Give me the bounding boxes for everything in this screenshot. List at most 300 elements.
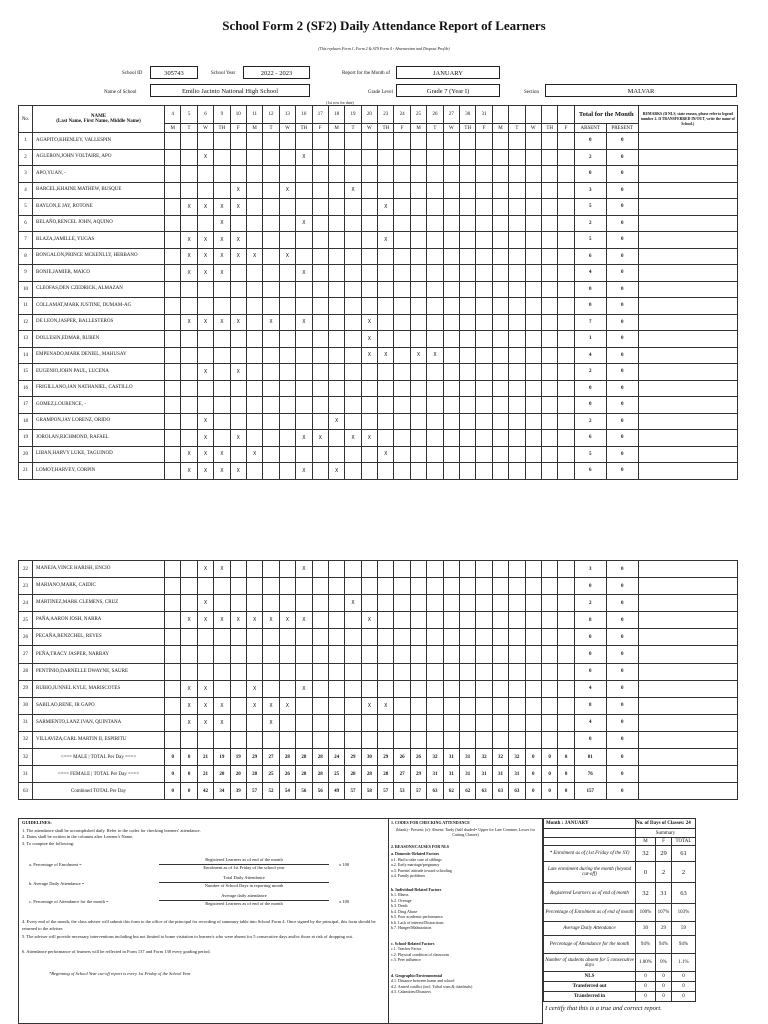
attendance-cell[interactable]	[509, 380, 525, 397]
attendance-cell[interactable]	[197, 166, 213, 183]
absent-mark[interactable]: X	[214, 697, 230, 714]
attendance-cell[interactable]	[492, 697, 508, 714]
attendance-cell[interactable]	[509, 314, 525, 331]
attendance-cell[interactable]	[312, 578, 328, 595]
school-year-field[interactable]: 2022 - 2023	[243, 66, 310, 79]
attendance-cell[interactable]	[427, 430, 443, 447]
attendance-cell[interactable]	[230, 133, 246, 150]
attendance-cell[interactable]	[279, 347, 295, 364]
attendance-cell[interactable]	[410, 314, 426, 331]
attendance-cell[interactable]	[378, 380, 394, 397]
attendance-cell[interactable]	[181, 215, 197, 232]
absent-mark[interactable]: X	[296, 265, 312, 282]
attendance-cell[interactable]	[443, 629, 459, 646]
attendance-cell[interactable]	[279, 430, 295, 447]
attendance-cell[interactable]	[427, 578, 443, 595]
attendance-cell[interactable]	[296, 595, 312, 612]
attendance-cell[interactable]	[476, 612, 492, 629]
attendance-cell[interactable]	[525, 380, 541, 397]
remarks-cell[interactable]	[638, 364, 737, 381]
absent-mark[interactable]: X	[345, 430, 361, 447]
remarks-cell[interactable]	[638, 463, 737, 480]
attendance-cell[interactable]	[410, 663, 426, 680]
attendance-cell[interactable]	[328, 697, 344, 714]
remarks-cell[interactable]	[638, 446, 737, 463]
attendance-cell[interactable]	[361, 561, 377, 578]
attendance-cell[interactable]	[181, 413, 197, 430]
attendance-cell[interactable]	[558, 182, 574, 199]
remarks-cell[interactable]	[638, 298, 737, 315]
attendance-cell[interactable]	[246, 133, 262, 150]
absent-mark[interactable]: X	[197, 430, 213, 447]
attendance-cell[interactable]	[230, 413, 246, 430]
attendance-cell[interactable]	[509, 578, 525, 595]
attendance-cell[interactable]	[525, 232, 541, 249]
remarks-cell[interactable]	[638, 281, 737, 298]
attendance-cell[interactable]	[181, 364, 197, 381]
attendance-cell[interactable]	[443, 561, 459, 578]
attendance-cell[interactable]	[476, 578, 492, 595]
attendance-cell[interactable]	[460, 215, 476, 232]
attendance-cell[interactable]	[246, 182, 262, 199]
attendance-cell[interactable]	[246, 298, 262, 315]
attendance-cell[interactable]	[443, 430, 459, 447]
absent-mark[interactable]: X	[214, 314, 230, 331]
attendance-cell[interactable]	[165, 663, 181, 680]
attendance-cell[interactable]	[345, 215, 361, 232]
attendance-cell[interactable]	[492, 731, 508, 748]
attendance-cell[interactable]	[165, 149, 181, 166]
attendance-cell[interactable]	[246, 413, 262, 430]
attendance-cell[interactable]	[263, 232, 279, 249]
attendance-cell[interactable]	[230, 281, 246, 298]
attendance-cell[interactable]	[279, 413, 295, 430]
attendance-cell[interactable]	[427, 149, 443, 166]
attendance-cell[interactable]	[443, 281, 459, 298]
attendance-cell[interactable]	[328, 595, 344, 612]
attendance-cell[interactable]	[328, 166, 344, 183]
attendance-cell[interactable]	[328, 364, 344, 381]
absent-mark[interactable]: X	[214, 199, 230, 216]
attendance-cell[interactable]	[460, 446, 476, 463]
attendance-cell[interactable]	[541, 413, 557, 430]
attendance-cell[interactable]	[230, 697, 246, 714]
attendance-cell[interactable]	[509, 347, 525, 364]
absent-mark[interactable]: X	[378, 697, 394, 714]
attendance-cell[interactable]	[279, 199, 295, 216]
absent-mark[interactable]: X	[230, 612, 246, 629]
attendance-cell[interactable]	[165, 281, 181, 298]
attendance-cell[interactable]	[361, 446, 377, 463]
attendance-cell[interactable]	[197, 731, 213, 748]
attendance-cell[interactable]	[476, 446, 492, 463]
attendance-cell[interactable]	[263, 680, 279, 697]
attendance-cell[interactable]	[443, 215, 459, 232]
attendance-cell[interactable]	[312, 182, 328, 199]
attendance-cell[interactable]	[378, 364, 394, 381]
attendance-cell[interactable]	[165, 298, 181, 315]
attendance-cell[interactable]	[558, 331, 574, 348]
attendance-cell[interactable]	[165, 629, 181, 646]
attendance-cell[interactable]	[197, 215, 213, 232]
attendance-cell[interactable]	[410, 629, 426, 646]
attendance-cell[interactable]	[509, 612, 525, 629]
attendance-cell[interactable]	[525, 612, 541, 629]
attendance-cell[interactable]	[378, 680, 394, 697]
absent-mark[interactable]: X	[197, 697, 213, 714]
absent-mark[interactable]: X	[230, 463, 246, 480]
attendance-cell[interactable]	[541, 248, 557, 265]
remarks-cell[interactable]	[638, 714, 737, 731]
attendance-cell[interactable]	[197, 133, 213, 150]
absent-mark[interactable]: X	[246, 680, 262, 697]
attendance-cell[interactable]	[246, 380, 262, 397]
attendance-cell[interactable]	[296, 413, 312, 430]
attendance-cell[interactable]	[476, 314, 492, 331]
attendance-cell[interactable]	[394, 314, 410, 331]
attendance-cell[interactable]	[246, 663, 262, 680]
attendance-cell[interactable]	[541, 314, 557, 331]
attendance-cell[interactable]	[165, 731, 181, 748]
absent-mark[interactable]: X	[181, 612, 197, 629]
attendance-cell[interactable]	[558, 281, 574, 298]
attendance-cell[interactable]	[509, 166, 525, 183]
absent-mark[interactable]: X	[181, 232, 197, 249]
attendance-cell[interactable]	[492, 629, 508, 646]
absent-mark[interactable]: X	[214, 714, 230, 731]
attendance-cell[interactable]	[558, 364, 574, 381]
attendance-cell[interactable]	[541, 697, 557, 714]
attendance-cell[interactable]	[460, 463, 476, 480]
attendance-cell[interactable]	[394, 364, 410, 381]
attendance-cell[interactable]	[394, 714, 410, 731]
attendance-cell[interactable]	[214, 578, 230, 595]
attendance-cell[interactable]	[541, 347, 557, 364]
absent-mark[interactable]: X	[197, 680, 213, 697]
attendance-cell[interactable]	[328, 133, 344, 150]
attendance-cell[interactable]	[279, 578, 295, 595]
attendance-cell[interactable]	[345, 232, 361, 249]
absent-mark[interactable]: X	[378, 199, 394, 216]
attendance-cell[interactable]	[197, 380, 213, 397]
attendance-cell[interactable]	[378, 561, 394, 578]
attendance-cell[interactable]	[165, 595, 181, 612]
absent-mark[interactable]: X	[296, 680, 312, 697]
remarks-cell[interactable]	[638, 629, 737, 646]
attendance-cell[interactable]	[525, 663, 541, 680]
attendance-cell[interactable]	[492, 380, 508, 397]
attendance-cell[interactable]	[181, 182, 197, 199]
attendance-cell[interactable]	[165, 397, 181, 414]
attendance-cell[interactable]	[476, 265, 492, 282]
attendance-cell[interactable]	[230, 629, 246, 646]
attendance-cell[interactable]	[312, 215, 328, 232]
attendance-cell[interactable]	[263, 199, 279, 216]
attendance-cell[interactable]	[541, 298, 557, 315]
attendance-cell[interactable]	[345, 248, 361, 265]
attendance-cell[interactable]	[443, 199, 459, 216]
attendance-cell[interactable]	[410, 430, 426, 447]
attendance-cell[interactable]	[279, 232, 295, 249]
attendance-cell[interactable]	[165, 714, 181, 731]
attendance-cell[interactable]	[460, 166, 476, 183]
attendance-cell[interactable]	[328, 578, 344, 595]
attendance-cell[interactable]	[230, 646, 246, 663]
attendance-cell[interactable]	[165, 612, 181, 629]
attendance-cell[interactable]	[296, 714, 312, 731]
attendance-cell[interactable]	[443, 133, 459, 150]
attendance-cell[interactable]	[246, 199, 262, 216]
attendance-cell[interactable]	[312, 612, 328, 629]
attendance-cell[interactable]	[541, 133, 557, 150]
absent-mark[interactable]: X	[214, 232, 230, 249]
absent-mark[interactable]: X	[361, 697, 377, 714]
attendance-cell[interactable]	[312, 232, 328, 249]
attendance-cell[interactable]	[541, 166, 557, 183]
attendance-cell[interactable]	[541, 232, 557, 249]
attendance-cell[interactable]	[460, 232, 476, 249]
attendance-cell[interactable]	[181, 331, 197, 348]
attendance-cell[interactable]	[378, 595, 394, 612]
attendance-cell[interactable]	[427, 199, 443, 216]
attendance-cell[interactable]	[328, 265, 344, 282]
attendance-cell[interactable]	[361, 731, 377, 748]
attendance-cell[interactable]	[460, 314, 476, 331]
attendance-cell[interactable]	[427, 166, 443, 183]
absent-mark[interactable]: X	[214, 463, 230, 480]
attendance-cell[interactable]	[246, 232, 262, 249]
absent-mark[interactable]: X	[197, 314, 213, 331]
absent-mark[interactable]: X	[246, 248, 262, 265]
attendance-cell[interactable]	[541, 364, 557, 381]
attendance-cell[interactable]	[361, 413, 377, 430]
attendance-cell[interactable]	[394, 380, 410, 397]
attendance-cell[interactable]	[279, 629, 295, 646]
remarks-cell[interactable]	[638, 215, 737, 232]
attendance-cell[interactable]	[443, 347, 459, 364]
absent-mark[interactable]: X	[328, 463, 344, 480]
attendance-cell[interactable]	[197, 182, 213, 199]
absent-mark[interactable]: X	[263, 714, 279, 731]
attendance-cell[interactable]	[279, 380, 295, 397]
attendance-cell[interactable]	[427, 731, 443, 748]
attendance-cell[interactable]	[197, 663, 213, 680]
attendance-cell[interactable]	[361, 166, 377, 183]
absent-mark[interactable]: X	[181, 714, 197, 731]
attendance-cell[interactable]	[460, 697, 476, 714]
attendance-cell[interactable]	[509, 714, 525, 731]
attendance-cell[interactable]	[541, 397, 557, 414]
attendance-cell[interactable]	[214, 149, 230, 166]
attendance-cell[interactable]	[427, 364, 443, 381]
attendance-cell[interactable]	[345, 731, 361, 748]
remarks-cell[interactable]	[638, 199, 737, 216]
attendance-cell[interactable]	[476, 680, 492, 697]
attendance-cell[interactable]	[165, 166, 181, 183]
attendance-cell[interactable]	[460, 380, 476, 397]
attendance-cell[interactable]	[279, 463, 295, 480]
attendance-cell[interactable]	[541, 680, 557, 697]
attendance-cell[interactable]	[279, 331, 295, 348]
remarks-cell[interactable]	[638, 680, 737, 697]
attendance-cell[interactable]	[214, 680, 230, 697]
absent-mark[interactable]: X	[296, 430, 312, 447]
absent-mark[interactable]: X	[181, 248, 197, 265]
attendance-cell[interactable]	[558, 561, 574, 578]
absent-mark[interactable]: X	[197, 199, 213, 216]
attendance-cell[interactable]	[296, 298, 312, 315]
attendance-cell[interactable]	[361, 680, 377, 697]
attendance-cell[interactable]	[230, 166, 246, 183]
attendance-cell[interactable]	[525, 133, 541, 150]
attendance-cell[interactable]	[443, 232, 459, 249]
attendance-cell[interactable]	[558, 578, 574, 595]
attendance-cell[interactable]	[279, 149, 295, 166]
attendance-cell[interactable]	[263, 595, 279, 612]
attendance-cell[interactable]	[246, 215, 262, 232]
attendance-cell[interactable]	[279, 397, 295, 414]
attendance-cell[interactable]	[492, 595, 508, 612]
attendance-cell[interactable]	[181, 380, 197, 397]
absent-mark[interactable]: X	[197, 595, 213, 612]
attendance-cell[interactable]	[509, 364, 525, 381]
attendance-cell[interactable]	[214, 397, 230, 414]
attendance-cell[interactable]	[509, 463, 525, 480]
attendance-cell[interactable]	[525, 364, 541, 381]
absent-mark[interactable]: X	[197, 232, 213, 249]
attendance-cell[interactable]	[345, 298, 361, 315]
attendance-cell[interactable]	[246, 463, 262, 480]
attendance-cell[interactable]	[312, 446, 328, 463]
attendance-cell[interactable]	[345, 697, 361, 714]
absent-mark[interactable]: X	[279, 697, 295, 714]
attendance-cell[interactable]	[394, 133, 410, 150]
attendance-cell[interactable]	[427, 265, 443, 282]
attendance-cell[interactable]	[410, 595, 426, 612]
attendance-cell[interactable]	[214, 182, 230, 199]
absent-mark[interactable]: X	[214, 265, 230, 282]
attendance-cell[interactable]	[197, 298, 213, 315]
attendance-cell[interactable]	[263, 248, 279, 265]
attendance-cell[interactable]	[394, 397, 410, 414]
attendance-cell[interactable]	[410, 149, 426, 166]
attendance-cell[interactable]	[328, 314, 344, 331]
absent-mark[interactable]: X	[246, 697, 262, 714]
attendance-cell[interactable]	[509, 182, 525, 199]
attendance-cell[interactable]	[558, 446, 574, 463]
absent-mark[interactable]: X	[361, 331, 377, 348]
attendance-cell[interactable]	[279, 446, 295, 463]
attendance-cell[interactable]	[214, 380, 230, 397]
attendance-cell[interactable]	[361, 133, 377, 150]
attendance-cell[interactable]	[460, 182, 476, 199]
attendance-cell[interactable]	[558, 714, 574, 731]
attendance-cell[interactable]	[246, 149, 262, 166]
attendance-cell[interactable]	[492, 364, 508, 381]
attendance-cell[interactable]	[492, 133, 508, 150]
attendance-cell[interactable]	[246, 714, 262, 731]
attendance-cell[interactable]	[541, 578, 557, 595]
remarks-cell[interactable]	[638, 380, 737, 397]
attendance-cell[interactable]	[443, 680, 459, 697]
attendance-cell[interactable]	[460, 663, 476, 680]
attendance-cell[interactable]	[197, 347, 213, 364]
attendance-cell[interactable]	[525, 697, 541, 714]
attendance-cell[interactable]	[394, 561, 410, 578]
attendance-cell[interactable]	[345, 714, 361, 731]
attendance-cell[interactable]	[345, 314, 361, 331]
attendance-cell[interactable]	[361, 663, 377, 680]
attendance-cell[interactable]	[345, 578, 361, 595]
attendance-cell[interactable]	[263, 731, 279, 748]
attendance-cell[interactable]	[443, 182, 459, 199]
attendance-cell[interactable]	[541, 281, 557, 298]
attendance-cell[interactable]	[410, 166, 426, 183]
absent-mark[interactable]: X	[378, 347, 394, 364]
attendance-cell[interactable]	[525, 463, 541, 480]
attendance-cell[interactable]	[460, 248, 476, 265]
absent-mark[interactable]: X	[246, 446, 262, 463]
attendance-cell[interactable]	[181, 731, 197, 748]
attendance-cell[interactable]	[312, 413, 328, 430]
attendance-cell[interactable]	[410, 612, 426, 629]
attendance-cell[interactable]	[263, 347, 279, 364]
attendance-cell[interactable]	[165, 380, 181, 397]
attendance-cell[interactable]	[345, 463, 361, 480]
attendance-cell[interactable]	[476, 595, 492, 612]
attendance-cell[interactable]	[214, 364, 230, 381]
attendance-cell[interactable]	[541, 199, 557, 216]
attendance-cell[interactable]	[361, 232, 377, 249]
attendance-cell[interactable]	[427, 463, 443, 480]
remarks-cell[interactable]	[638, 166, 737, 183]
remarks-cell[interactable]	[638, 314, 737, 331]
attendance-cell[interactable]	[296, 133, 312, 150]
attendance-cell[interactable]	[214, 281, 230, 298]
remarks-cell[interactable]	[638, 578, 737, 595]
attendance-cell[interactable]	[328, 714, 344, 731]
attendance-cell[interactable]	[460, 298, 476, 315]
attendance-cell[interactable]	[181, 133, 197, 150]
attendance-cell[interactable]	[279, 561, 295, 578]
attendance-cell[interactable]	[525, 413, 541, 430]
attendance-cell[interactable]	[427, 314, 443, 331]
attendance-cell[interactable]	[312, 281, 328, 298]
attendance-cell[interactable]	[181, 347, 197, 364]
attendance-cell[interactable]	[509, 430, 525, 447]
attendance-cell[interactable]	[165, 215, 181, 232]
attendance-cell[interactable]	[328, 397, 344, 414]
attendance-cell[interactable]	[312, 731, 328, 748]
attendance-cell[interactable]	[279, 663, 295, 680]
attendance-cell[interactable]	[394, 215, 410, 232]
attendance-cell[interactable]	[460, 149, 476, 166]
attendance-cell[interactable]	[279, 298, 295, 315]
absent-mark[interactable]: X	[181, 314, 197, 331]
attendance-cell[interactable]	[214, 430, 230, 447]
attendance-cell[interactable]	[492, 680, 508, 697]
attendance-cell[interactable]	[263, 380, 279, 397]
attendance-cell[interactable]	[394, 232, 410, 249]
attendance-cell[interactable]	[214, 646, 230, 663]
attendance-cell[interactable]	[312, 199, 328, 216]
attendance-cell[interactable]	[509, 413, 525, 430]
attendance-cell[interactable]	[361, 215, 377, 232]
attendance-cell[interactable]	[525, 714, 541, 731]
remarks-cell[interactable]	[638, 397, 737, 414]
attendance-cell[interactable]	[525, 182, 541, 199]
attendance-cell[interactable]	[378, 133, 394, 150]
